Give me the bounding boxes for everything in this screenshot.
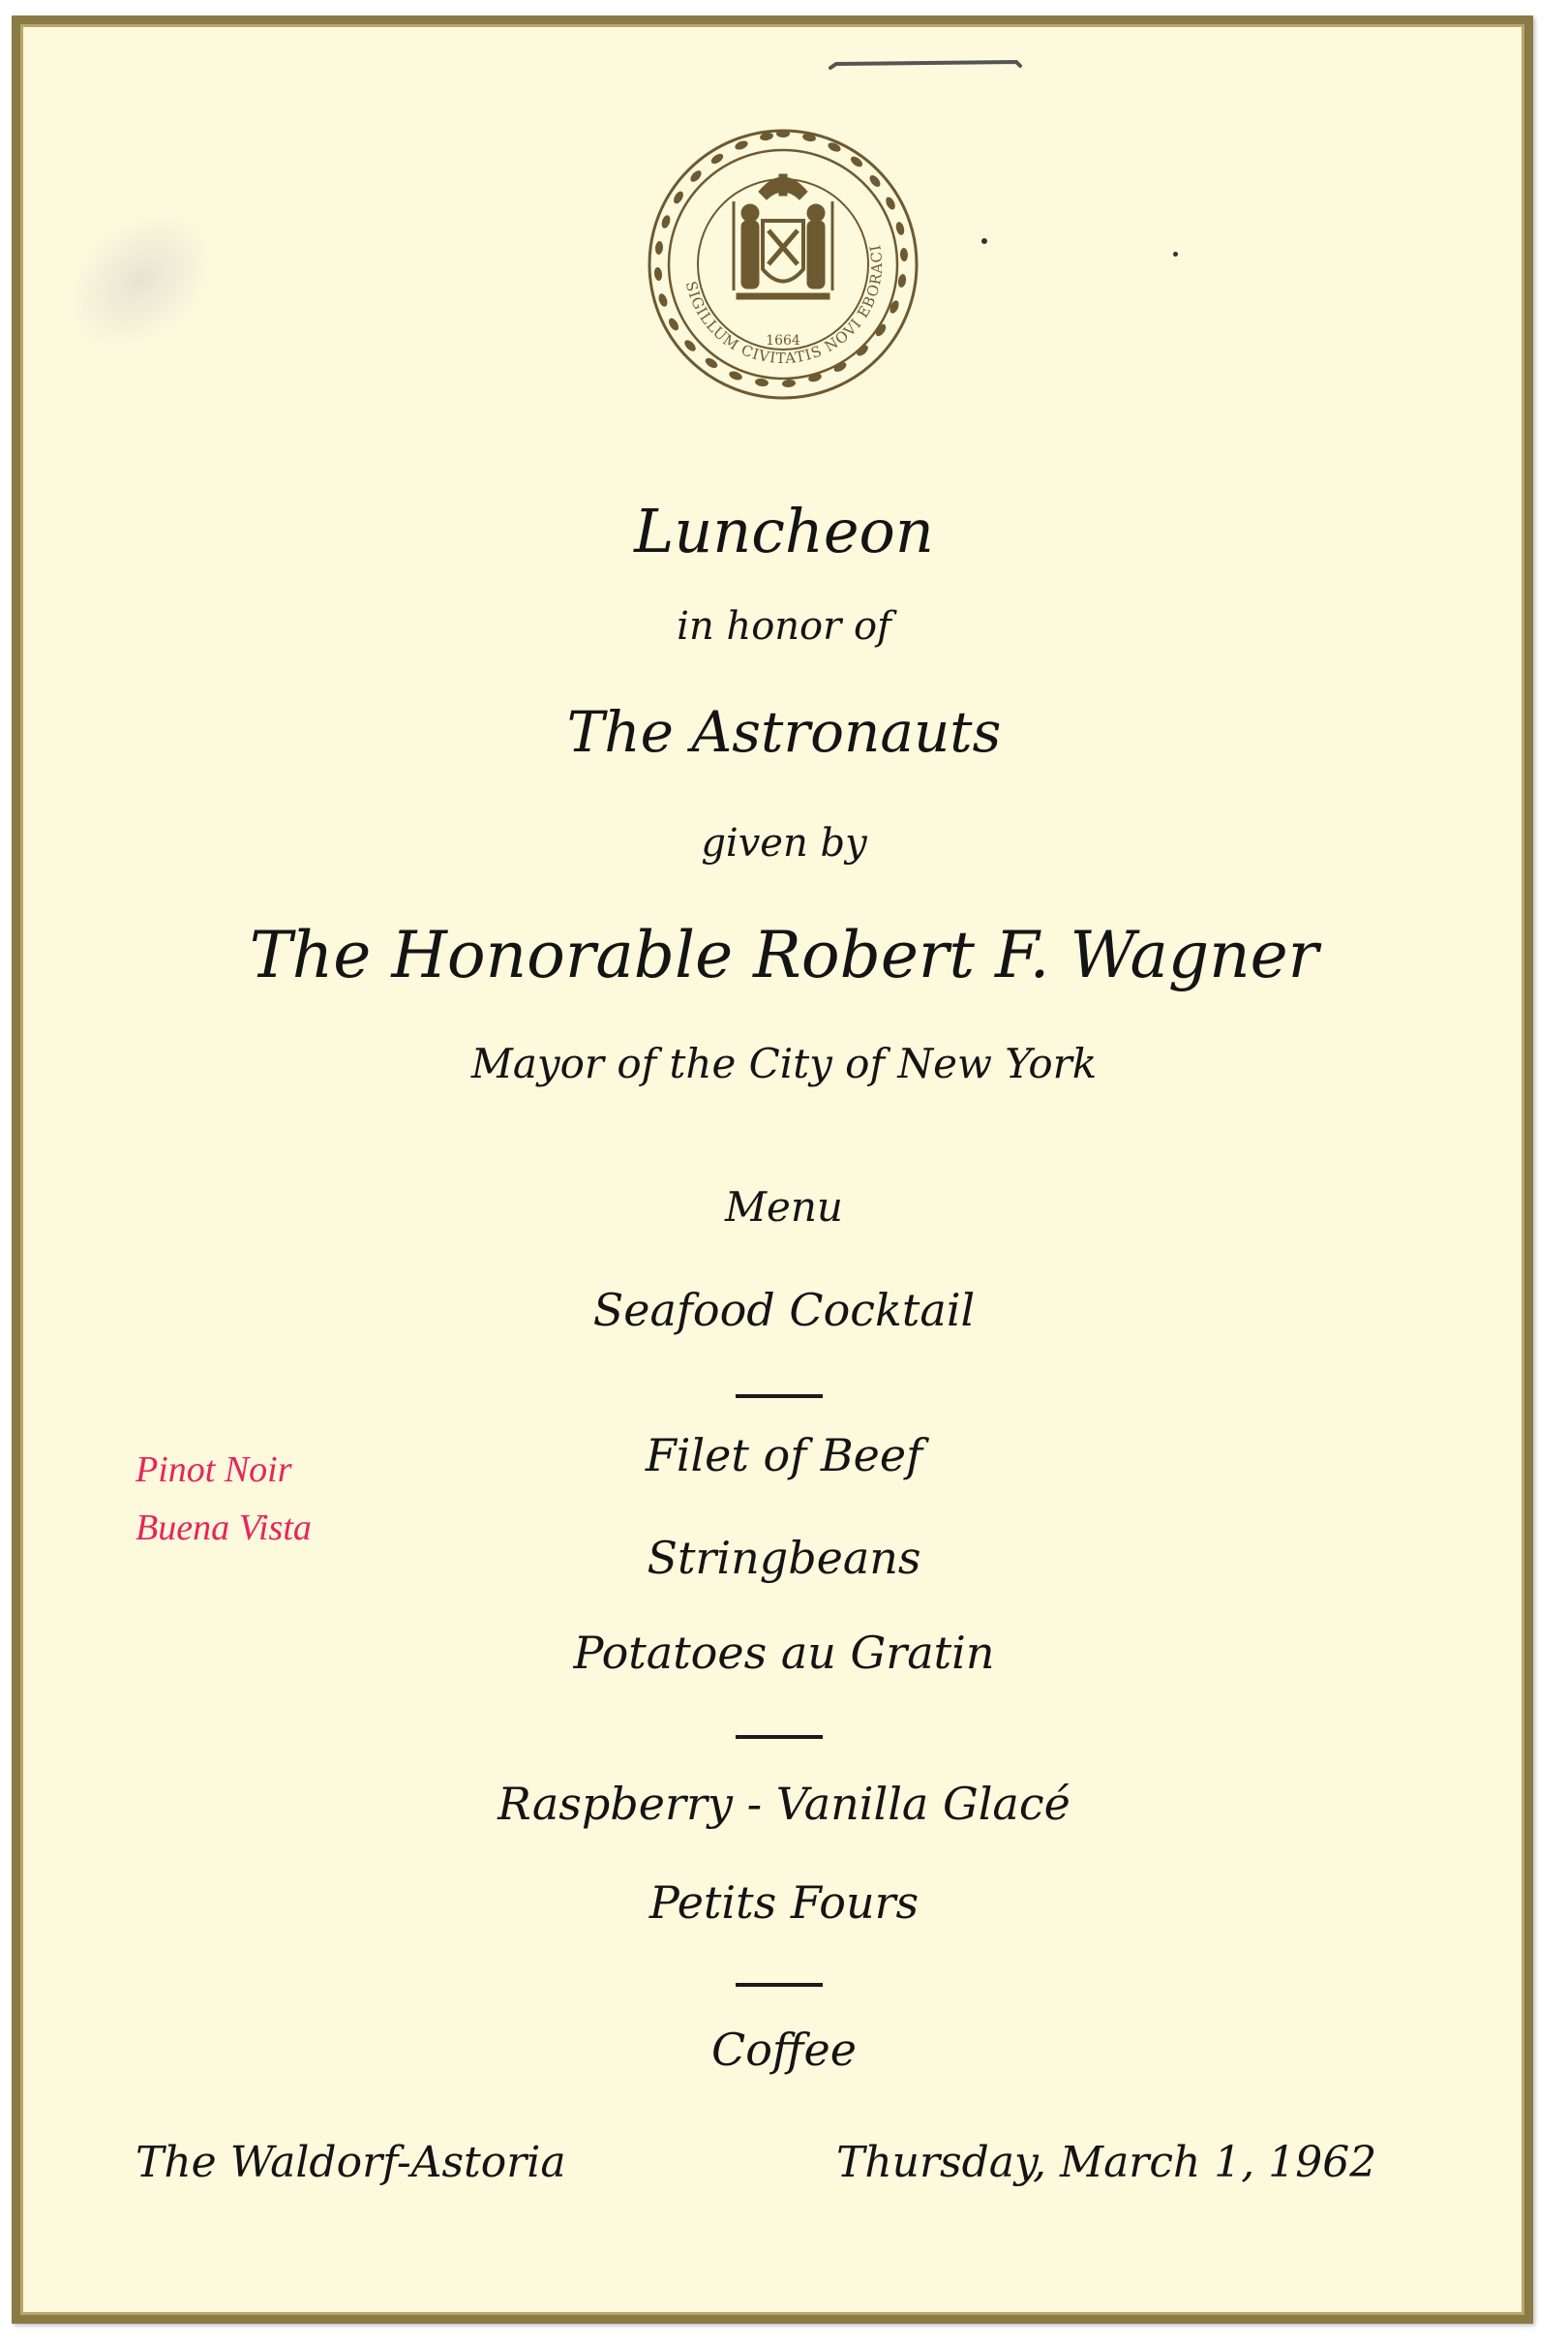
course-divider [736, 1983, 823, 1987]
menu-item: Stringbeans [647, 1532, 921, 1584]
speck [1173, 252, 1178, 257]
event-date: Thursday, March 1, 1962 [836, 2138, 1377, 2187]
svg-text:SIGILLUM CIVITATIS NOVI EBORAC: SIGILLUM CIVITATIS NOVI EBORACI [681, 242, 887, 368]
venue-name: The Waldorf-Astoria [136, 2138, 566, 2187]
honorees-name: The Astronauts [566, 699, 1002, 765]
staple [827, 60, 1024, 72]
in-honor-of-text: in honor of [677, 604, 891, 649]
host-name: The Honorable Robert F. Wagner [249, 918, 1319, 992]
host-title: Mayor of the City of New York [470, 1040, 1098, 1087]
wine-name: Pinot Noir [136, 1449, 292, 1490]
speck [981, 238, 987, 244]
event-title: Luncheon [634, 496, 934, 566]
menu-heading: Menu [725, 1183, 843, 1231]
wine-vineyard: Buena Vista [136, 1508, 312, 1548]
course-divider [736, 1735, 823, 1739]
menu-item: Filet of Beef [645, 1429, 923, 1481]
menu-item: Potatoes au Gratin [573, 1627, 995, 1679]
menu-item: Raspberry - Vanilla Glacé [498, 1778, 1070, 1830]
given-by-text: given by [701, 821, 867, 866]
menu-item: Coffee [711, 2024, 857, 2076]
svg-text:1664: 1664 [766, 333, 800, 349]
course-divider [736, 1394, 823, 1398]
menu-item: Seafood Cocktail [592, 1284, 976, 1336]
menu-item: Petits Fours [648, 1876, 920, 1929]
city-seal-emblem [645, 124, 921, 405]
